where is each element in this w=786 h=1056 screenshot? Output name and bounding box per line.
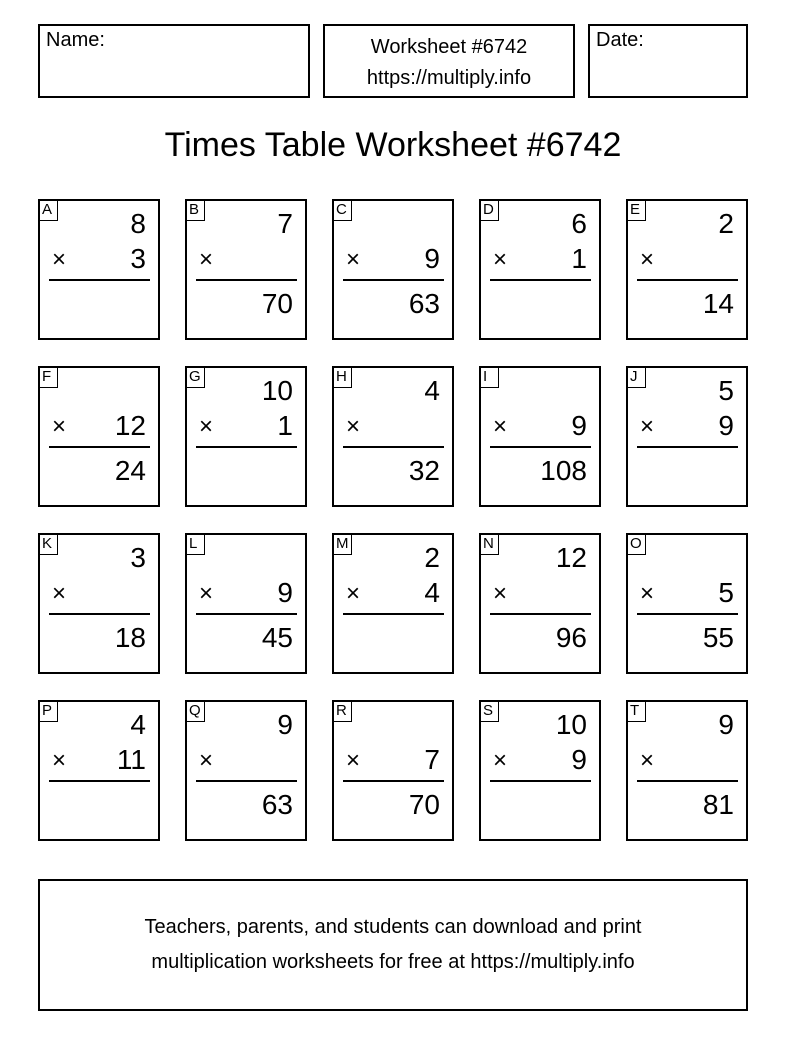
multiplicand: 8 <box>130 208 146 239</box>
multiplicand: 3 <box>130 542 146 573</box>
product: 55 <box>702 622 734 653</box>
problem-card-i <box>479 366 601 507</box>
problem-card-l <box>185 533 307 674</box>
multiplier: 7 <box>424 744 440 775</box>
footer-line-2: multiplication worksheets for free at https://multiply.info <box>151 951 635 973</box>
answer-rule <box>196 446 297 448</box>
problem-letter: T <box>626 700 646 722</box>
problem-card-b <box>185 199 307 340</box>
problem-card-a <box>38 199 160 340</box>
product: 14 <box>702 288 734 319</box>
worksheet-url: https://multiply.info <box>366 67 532 89</box>
problem-card-t <box>626 700 748 841</box>
times-sign: × <box>493 413 508 440</box>
times-sign: × <box>52 246 67 273</box>
product: 108 <box>540 455 587 486</box>
answer-rule <box>637 279 738 281</box>
problem-card-f <box>38 366 160 507</box>
name-box <box>38 24 310 98</box>
answer-rule <box>196 279 297 281</box>
multiplicand: 6 <box>571 208 587 239</box>
multiplier: 4 <box>424 577 440 608</box>
times-sign: × <box>493 246 508 273</box>
times-sign: × <box>346 246 361 273</box>
problem-letter: L <box>185 533 205 555</box>
answer-rule <box>637 446 738 448</box>
product: 70 <box>408 789 440 820</box>
product: 63 <box>261 789 293 820</box>
product: 81 <box>702 789 734 820</box>
times-sign: × <box>52 413 67 440</box>
problem-card-s <box>479 700 601 841</box>
problem-card-r <box>332 700 454 841</box>
answer-rule <box>637 613 738 615</box>
multiplier: 9 <box>571 744 587 775</box>
problem-card-c <box>332 199 454 340</box>
multiplicand: 2 <box>424 542 440 573</box>
product: 45 <box>261 622 293 653</box>
problem-card-h <box>332 366 454 507</box>
times-sign: × <box>52 580 67 607</box>
answer-rule <box>49 613 150 615</box>
problem-letter: E <box>626 199 646 221</box>
product: 18 <box>114 622 146 653</box>
multiplier: 12 <box>114 410 146 441</box>
times-sign: × <box>199 413 214 440</box>
problem-card-g <box>185 366 307 507</box>
multiplier: 3 <box>130 243 146 274</box>
answer-rule <box>343 780 444 782</box>
answer-rule <box>343 279 444 281</box>
multiplier: 5 <box>718 577 734 608</box>
date-box <box>588 24 748 98</box>
date-label: Date: <box>596 29 644 51</box>
times-sign: × <box>493 747 508 774</box>
problem-letter: A <box>38 199 58 221</box>
problem-letter: H <box>332 366 352 388</box>
problem-letter: D <box>479 199 499 221</box>
multiplicand: 4 <box>130 709 146 740</box>
problem-letter: C <box>332 199 352 221</box>
answer-rule <box>49 279 150 281</box>
answer-rule <box>49 780 150 782</box>
product: 96 <box>555 622 587 653</box>
product: 24 <box>114 455 146 486</box>
multiplier: 11 <box>116 744 146 775</box>
answer-rule <box>196 780 297 782</box>
problem-card-j <box>626 366 748 507</box>
answer-rule <box>490 446 591 448</box>
name-label: Name: <box>46 29 105 51</box>
multiplicand: 2 <box>718 208 734 239</box>
problem-letter: G <box>185 366 205 388</box>
problem-card-k <box>38 533 160 674</box>
times-sign: × <box>199 747 214 774</box>
times-sign: × <box>346 413 361 440</box>
problem-card-m <box>332 533 454 674</box>
product: 70 <box>261 288 293 319</box>
times-sign: × <box>640 413 655 440</box>
problem-letter: I <box>479 366 499 388</box>
footer-note <box>38 879 748 1011</box>
answer-rule <box>196 613 297 615</box>
multiplicand: 7 <box>277 208 293 239</box>
answer-rule <box>490 613 591 615</box>
problem-letter: Q <box>185 700 205 722</box>
problem-letter: M <box>332 533 352 555</box>
times-sign: × <box>640 246 655 273</box>
problem-letter: O <box>626 533 646 555</box>
page-title: Times Table Worksheet #6742 <box>164 126 622 164</box>
worksheet-label: Worksheet #6742 <box>370 36 528 58</box>
problem-letter: K <box>38 533 58 555</box>
multiplier: 9 <box>277 577 293 608</box>
times-sign: × <box>346 747 361 774</box>
times-sign: × <box>52 747 67 774</box>
problem-card-o <box>626 533 748 674</box>
answer-rule <box>490 279 591 281</box>
multiplicand: 10 <box>555 709 587 740</box>
problem-letter: S <box>479 700 499 722</box>
problem-card-q <box>185 700 307 841</box>
times-sign: × <box>199 246 214 273</box>
multiplicand: 10 <box>261 375 293 406</box>
problem-card-e <box>626 199 748 340</box>
product: 63 <box>408 288 440 319</box>
answer-rule <box>343 613 444 615</box>
problem-card-d <box>479 199 601 340</box>
problem-letter: B <box>185 199 205 221</box>
problem-letter: R <box>332 700 352 722</box>
answer-rule <box>490 780 591 782</box>
problem-letter: N <box>479 533 499 555</box>
problem-card-n <box>479 533 601 674</box>
times-sign: × <box>493 580 508 607</box>
footer-line-1: Teachers, parents, and students can download and print <box>144 916 642 938</box>
multiplicand: 12 <box>555 542 587 573</box>
multiplicand: 9 <box>277 709 293 740</box>
worksheet-id-box <box>323 24 575 98</box>
multiplier: 1 <box>571 243 587 274</box>
answer-rule <box>49 446 150 448</box>
times-sign: × <box>640 580 655 607</box>
answer-rule <box>343 446 444 448</box>
problem-letter: P <box>38 700 58 722</box>
multiplicand: 5 <box>718 375 734 406</box>
multiplier: 1 <box>277 410 293 441</box>
times-sign: × <box>199 580 214 607</box>
product: 32 <box>408 455 440 486</box>
problem-letter: J <box>626 366 646 388</box>
multiplicand: 4 <box>424 375 440 406</box>
times-sign: × <box>346 580 361 607</box>
multiplicand: 9 <box>718 709 734 740</box>
problem-card-p <box>38 700 160 841</box>
answer-rule <box>637 780 738 782</box>
problem-letter: F <box>38 366 58 388</box>
multiplier: 9 <box>718 410 734 441</box>
multiplier: 9 <box>424 243 440 274</box>
multiplier: 9 <box>571 410 587 441</box>
times-sign: × <box>640 747 655 774</box>
